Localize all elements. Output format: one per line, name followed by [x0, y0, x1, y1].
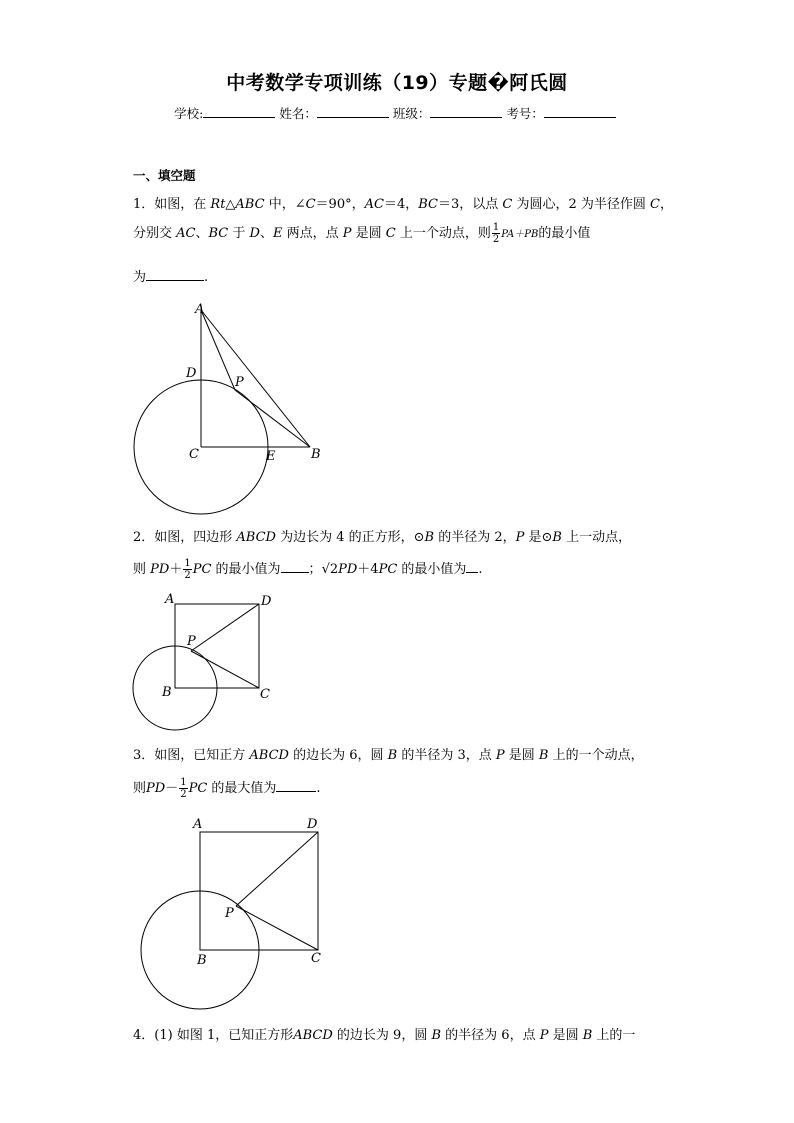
segment-pb [235, 390, 310, 447]
answer-blank-1 [281, 561, 309, 573]
q1-line2: 分别交 AC、BC 于 D、E 两点，点 P 是圆 C 上一个动点，则 $\frac{1}{2}$ PA＋PB的最小值 [133, 222, 591, 245]
label-b: B [311, 447, 321, 462]
q1-line1: 1．如图，在 Rt△ABC 中，∠C＝90°，AC＝4，BC＝3，以点 C 为圆心，2 为半径作圆 C， [133, 197, 673, 212]
q2-line1: 2．如图，四边形 ABCD 为边长为 4 的正方形，⊙B 的半径为 2，P 是⊙B 上一动点， [133, 530, 632, 545]
exam-no-blank [544, 105, 616, 118]
fraction: $\frac{1}{2}$ [180, 777, 187, 800]
exam-no-label: 考号： [506, 106, 544, 121]
q3-line1: 3．如图，已知正方 ABCD 的边长为 6，圆 B 的半径为 3，点 P 是圆 B 上的一个动点， [133, 748, 644, 763]
label-c: C [311, 951, 321, 966]
class-label: 班级： [392, 106, 431, 121]
answer-blank [276, 780, 316, 792]
school-label: 学校: [174, 106, 204, 121]
label-p: P [235, 375, 244, 390]
label-b: B [162, 685, 172, 700]
segment-ab [201, 310, 310, 447]
label-a: A [193, 817, 203, 832]
q3-figure [130, 812, 340, 1012]
school-blank [203, 105, 275, 118]
q2-figure [125, 588, 285, 733]
segment-pc [236, 906, 318, 950]
label-d: D [186, 366, 197, 381]
label-p: P [225, 906, 234, 921]
label-d: D [307, 817, 318, 832]
name-blank [317, 105, 389, 118]
name-label: 姓名： [279, 106, 317, 121]
q1-figure [125, 296, 335, 521]
label-e: E [266, 449, 276, 464]
answer-blank-2 [466, 561, 478, 573]
segment-ap [201, 310, 235, 390]
label-c: C [260, 687, 270, 702]
q4-line1: 4．(1) 如图 1，已知正方形ABCD 的边长为 9，圆 B 的半径为 6，点 P 是圆 B 上的一 [133, 1028, 636, 1043]
student-info-row [0, 104, 794, 122]
label-b: B [197, 953, 207, 968]
square-abcd [200, 832, 318, 950]
q1-line3: 为 . [133, 270, 209, 285]
label-c: C [189, 447, 199, 462]
label-a: A [165, 592, 175, 607]
label-a: A [195, 302, 205, 317]
q3-line2: 则PD－ $\frac{1}{2}$ PC 的最大值为 . [133, 777, 321, 800]
q2-line2: 则 PD＋ $\frac{1}{2}$ PC 的最小值为 ；√2PD＋4PC 的最小值为 . [133, 558, 483, 581]
label-p: P [187, 634, 196, 649]
segment-pd [236, 832, 318, 906]
fraction: $\frac{1}{2}$ [184, 558, 191, 581]
segment-pd [191, 604, 259, 651]
segment-pc [191, 651, 259, 688]
answer-blank [146, 269, 204, 281]
page-title: 中考数学专项训练（19）专题�阿氏圆 [226, 72, 568, 94]
class-blank [430, 105, 502, 118]
label-d: D [261, 594, 272, 609]
fraction: $\frac{1}{2}$ [492, 222, 500, 245]
section-title: 一、填空题 [133, 168, 196, 183]
